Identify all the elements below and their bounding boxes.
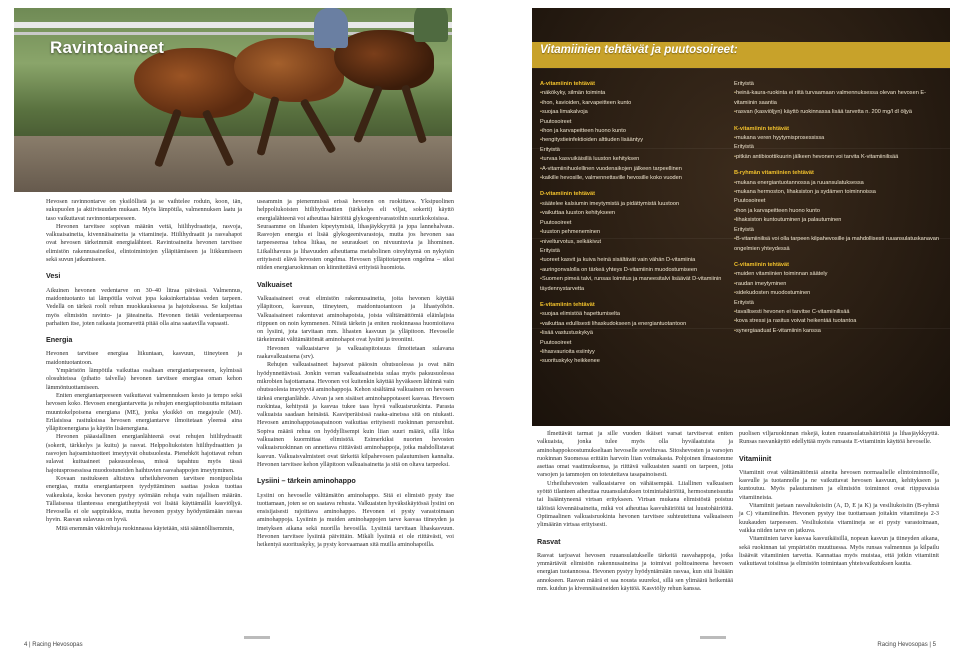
vitamin-item: • kaikille hevosille, valmennettaville hevosille koko vuoden [540, 174, 726, 183]
footer-right: Racing Hevosopas | 5 [877, 642, 936, 648]
paragraph: Lysiini on hevoselle välttämätön aminohappo. Sitä ei elimistö pysty itse tuottamaan, joten se on saatava rehusta. Valkuaisten hyväksikäytössä lysiini on ensisijaisesti rajoittava aminohappo. Hevonen ei pysty varastoimaan aminohappoja. Lysiinin ja muiden aminohappojen tarve kasvaa tiineyden ja imetyksen aikana sekä nuorilla hevosilla. Lysiiniä tarvitaan lihaskasvuun. Hevonen tarvitsee lysiiniä päivittäin. Mikäli lysiiniä ei ole riittävästi, voi heikentyä suorituskyky, ja pysty korvaamaan sitä muilla aminohapoilla. [257, 491, 454, 549]
horses-photo [14, 8, 452, 192]
vitamin-item: • ihon ja karvapeitteen huono kunto [540, 127, 726, 136]
vitamin-item: • tavallisesti hevonen ei tarvitse C-vitamiinilisää [734, 308, 944, 317]
vitamin-item: • näkökyky, silmän toiminta [540, 89, 726, 98]
vitamin-item: • vaikuttaa edullisesti lihaskudokseen ja energiantuotantoon [540, 320, 726, 329]
paragraph: Hevonen valkuaistarve ja valkuaispitoisuus ilmoitetaan sulavana raakavalkuaisena (srv). [257, 344, 454, 361]
paragraph: Mitä enemmän väkirehuja ruokinnassa käytetään, sitä säännöllisemmin, [56, 524, 235, 532]
vitamin-item: • lisää vastustuskykyä [540, 329, 726, 338]
track-rail [14, 22, 452, 28]
vitamin-heading: C-vitamiinin tehtävät [734, 261, 790, 268]
text-column-1 [46, 198, 242, 533]
vitamin-item: • synergiaaduat E-vitamiinin kanssa [734, 327, 944, 336]
section-heading-vesi: Vesi [46, 271, 61, 281]
vitamin-item: • ihon ja karvapeitteen huono kunto [734, 207, 944, 216]
paragraph: Ilmettävät tarmat ja sille vuoden ikäiset varsat tarvitsevat eniten valkuaista, jonka tulee myös olla hyvälaatuista ja aminohappokoostumukseltaan hevoselle soveltuvaa. Sitoshevosten ja varsojen ruokinnan Suomessa erittäin harvoin liian voimakasta. Pohjoinen ilmastomme asettaa omat vaatimuksensa, ja riittävä valkuaisten saanti on tarpeen, jotta varsojen ja tammojen on toteutettava tasapainoisesti. [537, 430, 733, 479]
vitamin-banner-title: Vitamiinien tehtävät ja puutosoireet: [540, 44, 738, 56]
vitamin-item: • suojaa limakalvoja [540, 108, 726, 117]
vitamin-item: • A-vitamiinihuolellinen vuodenaikojen jälkeen tarpeellinen [540, 165, 726, 174]
paragraph: Ympäristön lämpötila vaikuttaa osaltaan energiantarpeeseen, kylmissä olosuhteissa (pihatto talvella) hevonen tarvitsee energiaa oman kehon lämmöntuottamiseen. [46, 367, 242, 391]
footer-ornament [700, 636, 726, 639]
vitamin-subheading: Puutosoireet [734, 198, 766, 205]
paragraph: Rasvat tarjoavat hevosen ruuansulatukselle tärkeitä rasvahappoja, jotka ymmärtävät elimistön rakennusaineina ja toimivat polttoaineena hevosen energian tuotannossa. Hevonen pystyy hyödyntämään rasvaa, kun sitä lisätään annokseen. Rasvan määrä ei saa nousta suureksi, sillä sen ylimäärä heikentää mm. kuidun ja kivennäisaineiden käyttöä. Kasviöljy rehun kanssa. [537, 551, 733, 593]
driver-figure [414, 8, 448, 42]
vitamin-item: • lihasvaurioita esiintyy [540, 348, 726, 357]
vitamin-subheading: Puutosoireet [540, 219, 572, 226]
vitamin-subheading: Erityistä [540, 146, 560, 153]
vitamin-item: • raudan imeytyminen [734, 280, 944, 289]
paragraph: Eniten energiantarpeeseen vaikuttavat valmennuksen kesto ja tempo sekä hevosen koko. Hevosen energiantarvetta ja rehujen energiapitoisuutta mitataan muuntokelpoisena energiana (ME), jonka yksikkö on megajoule (MJ). Erilaisissa rasituksissa hevosen energiantarve ilmoitetaan yleensä aina ylläpitoenergiana ja käytön lisäenergiana. [46, 391, 242, 433]
vitamin-heading: D-vitamiinin tehtävät [540, 191, 596, 198]
paragraph: Vitamiinien tarve kasvaa kasvuikäisillä, nopean kasvun ja tiineyden aikana, sekä ruokinnan tai ympäristön muuttuessa. Myös runsas valmennus ja kilpailu lisäävät vitamiinien tarvetta. Kannattaa myös muistaa, että jotkin vitamiinit vaikuttavat toisiinsa ja elimistön toimintaan yhteisvaikutuksen kautta. [739, 535, 939, 568]
vitamin-subheading: Erityistä [734, 299, 754, 306]
paragraph: Rehujen valkuaisaineet hajoavat pääosin ohutsuolessa ja ovat näin hyödynnettävissä. Jonkin verran valkuaisaineista sulaa myös paksusuolessa mikrobien hajottamana. Hevonen voi kuitenkin käyttää hyväkseen lähinnä vain ohutsuolesta imeytyviä aminohappoja. Kehon sisältämä valkuainen on hevosen tärkeä energianlähde. Aivan ja sen sisäiset aminohappotaseet kasvaa. Hevosen ruokintaa, kehitystä ja kasvua tukee taas hyvä valkuaisruokinta. Parasta valkuaista saadaan heinästä. Kasviperäisissä raaka-aineissa sitä on niukasti. Hevosen aminohappotasapainoon vaikuttaa erityisesti ruokinnan perusrehut. Sopiva määrä rehua on hyödyllisempi kuin liian suuri määrä, sillä liika valkuainen kuormittaa elimistöä. Esimerkiksi nuorten hevosten valkuaisruokinnan on annettava riittävästi aminohappoja, jotka mahdollistavat kasvun. Valkuaisvalmisteet ovat tärkeitä kilpahevosen palautumisen kannalta. Hevonen tarvitsee kehon ylläpitoon valkuaisainetta ja sitä on oltava tarpeeksi. [257, 361, 454, 468]
vitamin-subheading: Erityistä [734, 81, 754, 87]
vitamin-list-left [540, 80, 726, 367]
section-heading-vitamiinit: Vitamiinit [739, 453, 772, 463]
vitamin-item: • heinä-kaura-ruokinta ei riitä turvaamaan valmennuksessa olevan hevosen E-vitamiinin saantia [734, 89, 944, 108]
paragraph: Aikuinen hevonen vedentarve on 30–40 litraa päivässä. Valmennus, maidontuotanto tai lämpötila voivat jopa kaksinkertaistaa veden tarpeen. Vedellä on tärkeä rooli rehun muokkauksessa ja hajotuksessa. Se kuljettaa myös elimistön ravinto- ja jäteaineita. Hevonen tietää vedentarpeensa parhaiten itse, joten raikasta juomavettä pitää olla aina saatavilla vapaasti. [46, 286, 242, 327]
vitamin-item: • suorituskyky heikkenee [540, 357, 726, 366]
paragraph: Kovaan rasitukseen altistuva urheiluhevonen tarvitsee monipuolista energiaa, mutta energiantarpeen tyydyttäminen saattaa joskus tuottaa vaikeuksia, koska hevonen pystyy syömään rehuja vain rajallisen määrän. Tällaisessa tilanteessa energiatiheytystä voi lisätä käyttämällä kasviöljyä. Hevosella ei ole sappirakkoa, mutta hevonen pystyy hyödyntämään rasvaa hyvin. Rasvan sulavuus on hyvä. [46, 474, 242, 524]
footer-left: 4 | Racing Hevosopas [24, 642, 83, 648]
vitamin-subheading: Erityistä [734, 226, 754, 233]
vitamin-subheading: Erityistä [540, 247, 560, 254]
vitamin-item: • luuston pehmeneminen [540, 228, 726, 237]
vitamin-item: • sidekudosten muodostuminen [734, 289, 944, 298]
paragraph: useammin ja pienemmissä erissä hevonen on ruokittava. Yksipuolinen helppoliukoisten hiilihydraattien (tärkkelys eli viljat, sokerit) käyttö energialähteenä voi aiheuttaa häiriöitä glykogeenivarastoihin suurikokoisissa. [257, 198, 454, 222]
vitamin-item: • pitkän antibioottikuurin jälkeen hevonen voi tarvita K-vitamiinilisää [734, 153, 944, 162]
footer-ornament [244, 636, 270, 639]
vitamin-heading: E-vitamiinin tehtävät [540, 301, 595, 308]
vitamin-item: • kova stressi ja rasitus voivat heikentää tuotantoa [734, 317, 944, 326]
section-heading-valkuaiset: Valkuaiset [257, 279, 293, 289]
text-column-3 [537, 430, 733, 593]
vitamin-heading: B-ryhmän vitamiinien tehtävät [734, 170, 814, 177]
paragraph: Vitamiinit ovat välttämättömiä aineita hevosen normaalielle elintoiminnoille, kasvulle ja tuotannolle ja ne vaikuttavat hevosen kasvuun, kehitykseen ja kuntoutuu. Myös palautuminen ja elimistön toiminnot ovat riippuvaisia vitamiineista. [739, 468, 939, 501]
paragraph: puolisen viljaruokinnan riskejä, kuten ruuansulatushäiriöitä ja lihasjäykkyyttä. Runsas rasvankäyttö edellyttää myös runsasta E-vitamiinin käyttöä hevoselle. [739, 430, 939, 446]
vitamin-item: • nivelturvotus, selkäkivut [540, 238, 726, 247]
vitamin-item: • auringonvalolla on tärkeä yhteys D-vitamiinin muodostumiseen [540, 266, 726, 275]
section-heading-energia: Energia [46, 335, 73, 345]
vitamin-heading: A-vitamiinin tehtävät [540, 81, 596, 87]
vitamin-subheading: Erityistä [734, 144, 754, 151]
vitamin-item: • lihaksiston kuntoutuminen ja palautuminen [734, 216, 944, 225]
vitamin-item: • Suomen pimeä talvi, runsas loimitus ja maneesitalvi lisäävät D-vitamiinin täydennystarvetta [540, 275, 726, 294]
text-column-2 [257, 198, 454, 550]
paragraph: Seuraamme on lihasten kipeytymistä, lihasjäykkyyttä ja jopa lannehalvaus. Rasvojen energia ei lisää glykogeenivarastoja, mutta jos hevonen saa tarpeeseensa tehoa liikaa, ne seuraukset on nivuuntuvia ja lihominen. Liikalihavuus ja lihavuuden aiheuttama metabolinen oireyhtymä on nykyisin erityisesti elävä hevosten ongelma. Hevosen ylläpitotarpeen ongelma – siksi niiden energiaruokinnan on kiinnitettävä erityistä huomiota. [257, 222, 454, 272]
vitamin-item: • tuoreet kasvit ja kuiva heinä sisältävät vain vähän D-vitamiinia [540, 256, 726, 265]
paragraph: Hevonen tarvitsee sopivan määrän vettä, hiilihydraatteja, rasvoja, valkuaisaineita, kivennäisaineita ja vitamiineja. Hiilihydraatit ja rasvahapot ovat hevosen tärkeimmät energialähteet. Ravintoaineita hevonen tarvitsee elimistön rakennusaineiksi, elintoimintojen ylläpitämiseen ja liikkumiseen sekä suvun jatkamiseen. [46, 222, 242, 264]
text-column-4 [739, 430, 939, 568]
horse-leg [401, 84, 427, 144]
vitamin-item: • mukana hermoston, lihaksiston ja sydämen toiminnoissa [734, 188, 944, 197]
vitamin-item: • turvaa kasvuikäisillä luuston kehityksen [540, 155, 726, 164]
vitamin-subheading: Puutosoireet [540, 339, 572, 346]
vitamin-item: • vaikuttaa luuston kehitykseen [540, 209, 726, 218]
vitamin-list-right [734, 80, 944, 336]
intro-paragraph: Hevosen ravinnontarve on yksilöllistä ja se vaihtelee roduin, koon, iän, sukupuolen ja aktiivisuuden mukaan. Myös lämpötila, valmennuksen laatu ja taso vaikuttavat ravinnontarpeeseen. [46, 198, 242, 222]
paragraph: Valkuaisaineet ovat elimistön rakennusaineita, joita hevonen käyttää ylläpitoon, kasvuun, tiineyteen, maidontuotantoon ja lihastyöhön. Valkuaisaineet rakentuvat aminohapoista, joista välttämättömiä eläinlajista riippuen on noin kymmenen. Niistä tärkein ja eniten ruokinnassa huomioitava on lysiini, jota tarvitaan mm. lihasten kasvuun ja ylläpitoon. Hevoselle tärkeimmät välttämättömät aminohapot ovat lysiini ja treoniini. [257, 294, 454, 344]
vitamin-item: • mukana energiantuotannossa ja ruuansulatuksessa [734, 179, 944, 188]
vitamin-item: • hengitystieinfektioiden alttiuden lisääntyy [540, 136, 726, 145]
paragraph: Hevonen pääasiallinen energianlähteenä ovat rehujen hiilihydraatit (sokerit, tärkkelys ja kuitu) ja rasvat. Helppoliukoisten hiilihydraattien ja rasvojen hajoamistuotteet imeytyvät ohutsuolesta. Pienehköt hajottavat rehun sulavat kuituaineet paksusuolessa, missä tapahtuu myös tässä hajotusprosessissa muodostuneiden haihtuvien rasvahappojen imeytyminen. [46, 433, 242, 474]
section-heading-rasvat: Rasvat [537, 536, 561, 546]
driver-figure [314, 8, 348, 48]
paragraph: Urheiluhevosten valkuaistarve on vähäisempää. Liiallinen valkuaisen syöttö tilanteen aiheuttaa ruuansulatuksen toimintahäiriöitä, hermostuneisuutta tai lisääntyneenä virtsan eritykseen. Virtsan mukana elimistöstä poistuu tälöistä kivennäisaineita, mikä voi aiheuttaa kasvuhäiriöitä tai luustohäiriöitä. Optimaalinen valkuaisruokinta hevonen tarvitsee suhteutettuna valkuaiseen ylimäärän virtsaa erityisesti. [537, 479, 733, 529]
vitamin-item: • rasvan (kasviöljyn) käyttö ruokinnassa lisää tarvetta n. 200 mg/l dl öljyä [734, 108, 944, 117]
vitamin-heading: K-vitamiinin tehtävät [734, 125, 790, 132]
section-heading-lysiini: Lysiini – tärkein aminohappo [257, 476, 356, 486]
paragraph: Hevonen tarvitsee energiaa liikuntaan, kasvuun, tiineyteen ja maidontuotantoon. [46, 350, 242, 366]
paragraph: Vitamiinit jaetaan rasvaliukoisiin (A, D, E ja K) ja vesiliukoisiin (B-ryhmä ja C) vitamiineihin. Hevonen pystyy itse tuottamaan joitakin vitamiineja 2-3 kuukauden tarpeeseen. Vesiliukoisia vitamiineja se ei pysty varastoimaan, vaikka niiden tarve on jatkuva. [739, 502, 939, 534]
horse-leg [353, 85, 383, 144]
race-track [14, 136, 452, 192]
page-title: Ravintoaineet [50, 38, 165, 57]
vitamin-item: • B-vitamiinilisä voi olla tarpeen kilpahevosille ja mahdollisesti ruuansulatuskanavan ongelmien yhteydessä [734, 235, 944, 254]
vitamin-item: • muiden vitamiinien toiminnan säätely [734, 270, 944, 279]
vitamin-item: • suojaa elimistöä hapettumiselta [540, 310, 726, 319]
vitamin-item: • mukana veren hyytymisprosessissa [734, 134, 944, 143]
vitamin-subheading: Puutosoireet [540, 118, 572, 125]
vitamin-item: • ihon, kavioiden, karvapeitteen kunto [540, 99, 726, 108]
vitamin-item: • säätelee kalsiumin imeytymistä ja pidättymistä luustoon [540, 200, 726, 209]
